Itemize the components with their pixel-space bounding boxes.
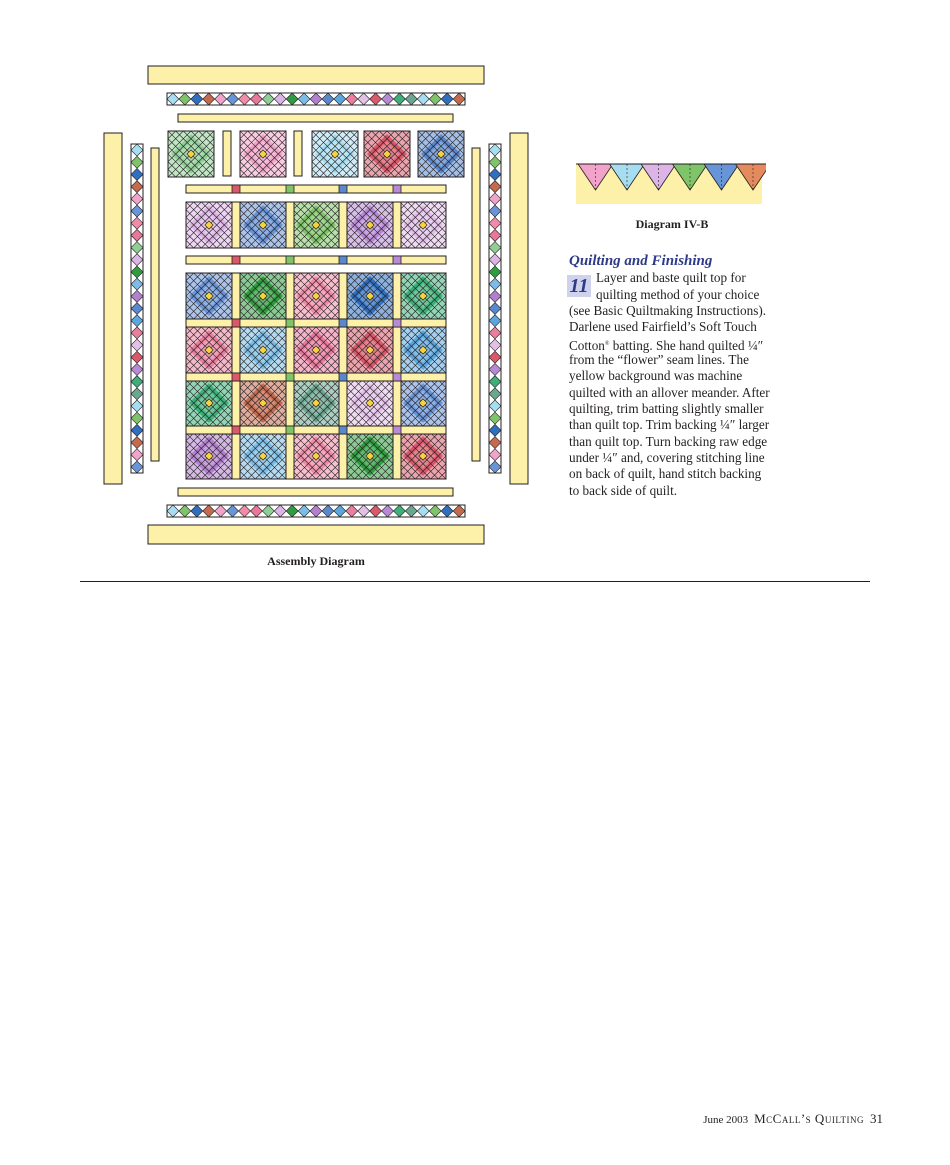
block-seam: [446, 273, 492, 319]
sashing-strip: [286, 433, 294, 479]
paragraph-line: Darlene used Fairfield’s Soft Touch: [569, 319, 757, 334]
sashing-strip: [148, 525, 484, 544]
block-seam: [464, 131, 510, 177]
assembly-diagram: [100, 60, 540, 560]
sashing-strip: [232, 202, 240, 248]
block-seam: [446, 433, 492, 479]
cornerstone: [232, 319, 240, 327]
paragraph-line: on back of quilt, hand stitch backing: [569, 466, 762, 481]
block-seam: [140, 433, 186, 479]
block-seam: [140, 273, 186, 319]
sashing-strip: [510, 133, 528, 484]
sashing-strip: [393, 202, 401, 248]
block-seam: [140, 380, 186, 426]
block-seam: [464, 131, 510, 177]
paragraph-line: than quilt top. Turn backing raw edge: [569, 434, 768, 449]
paragraph-line: under ¼″ and, covering stitching line: [569, 450, 765, 465]
sashing-strip: [393, 380, 401, 426]
cornerstone: [232, 185, 240, 193]
paragraph-line: quilted with an allover meander. After: [569, 385, 770, 400]
diagram-iv-b-caption: Diagram IV-B: [635, 217, 709, 231]
sashing-strip: [393, 433, 401, 479]
cornerstone: [393, 185, 401, 193]
assembly-diagram-caption: Assembly Diagram: [267, 554, 365, 568]
block-seam: [446, 327, 492, 373]
cornerstone: [393, 256, 401, 264]
section-heading: Quilting and Finishing: [569, 253, 713, 269]
sashing-strip: [286, 380, 294, 426]
magazine-title: McCall’s Quilting: [754, 1111, 864, 1126]
diagram-iv-b: [576, 160, 766, 205]
cornerstone: [339, 319, 347, 327]
paragraph-line: quilting, trim batting slightly smaller: [569, 401, 764, 416]
block-seam: [140, 273, 186, 319]
block-seam: [446, 327, 492, 373]
sashing-strip: [393, 273, 401, 319]
cornerstone: [339, 256, 347, 264]
block-seam: [140, 327, 186, 373]
cornerstone: [339, 426, 347, 434]
cornerstone: [339, 373, 347, 381]
sashing-strip: [286, 202, 294, 248]
sashing-strip: [151, 148, 159, 461]
cornerstone: [232, 256, 240, 264]
cornerstone: [286, 185, 294, 193]
cornerstone: [393, 319, 401, 327]
sashing-strip: [186, 256, 446, 264]
paragraph-line: (see Basic Quiltmaking Instructions).: [569, 303, 767, 318]
sashing-strip: [232, 273, 240, 319]
sashing-strip: [339, 380, 347, 426]
block-seam: [446, 202, 492, 248]
cornerstone: [286, 426, 294, 434]
block-seam: [140, 202, 186, 248]
sashing-strip: [286, 327, 294, 373]
sashing-strip: [186, 185, 446, 193]
sashing-strip: [178, 114, 453, 122]
cornerstone: [339, 185, 347, 193]
sashing-strip: [186, 426, 446, 434]
sashing-strip: [178, 488, 453, 496]
sashing-strip: [186, 319, 446, 327]
sashing-strip: [339, 327, 347, 373]
block-seam: [140, 380, 186, 426]
cornerstone: [232, 373, 240, 381]
block-seam: [140, 433, 186, 479]
step-number-badge: 11: [567, 275, 591, 297]
sashing-strip: [223, 131, 231, 176]
page-footer: [703, 1111, 883, 1127]
cornerstone: [286, 256, 294, 264]
paragraph-line: yellow background was machine: [569, 368, 743, 383]
sashing-strip: [148, 66, 484, 84]
section-divider: [80, 581, 870, 582]
paragraph-line: quilting method of your choice: [596, 287, 760, 302]
block-seam: [446, 202, 492, 248]
sashing-strip: [294, 131, 302, 176]
sashing-strip: [393, 327, 401, 373]
cornerstone: [232, 426, 240, 434]
sashing-strip: [286, 273, 294, 319]
sashing-strip: [339, 433, 347, 479]
sashing-strip: [232, 433, 240, 479]
page-number: 31: [870, 1111, 883, 1126]
paragraph-line-part: Cotton: [569, 338, 605, 353]
paragraph-line-part: batting. She hand quilted ¼″: [612, 338, 764, 353]
block-seam: [122, 131, 168, 177]
sashing-strip: [339, 273, 347, 319]
paragraph-line: Layer and baste quilt top for: [596, 270, 746, 285]
sashing-strip: [232, 327, 240, 373]
cornerstone: [393, 426, 401, 434]
block-seam: [140, 202, 186, 248]
block-seam: [140, 327, 186, 373]
block-seam: [446, 380, 492, 426]
paragraph-line: than quilt top. Trim backing ¼″ larger: [569, 417, 770, 432]
sashing-strip: [232, 380, 240, 426]
sashing-strip: [339, 202, 347, 248]
issue-date: June 2003: [703, 1114, 749, 1126]
registered-mark: ®: [604, 341, 610, 347]
cornerstone: [393, 373, 401, 381]
sashing-strip: [104, 133, 122, 484]
sashing-strip: [472, 148, 480, 461]
block-seam: [122, 131, 168, 177]
cornerstone: [286, 373, 294, 381]
paragraph-line: from the “flower” seam lines. The: [569, 352, 749, 367]
cornerstone: [286, 319, 294, 327]
paragraph-line: to back side of quilt.: [569, 483, 678, 498]
block-seam: [446, 380, 492, 426]
block-seam: [446, 273, 492, 319]
block-seam: [446, 433, 492, 479]
sashing-strip: [186, 373, 446, 381]
